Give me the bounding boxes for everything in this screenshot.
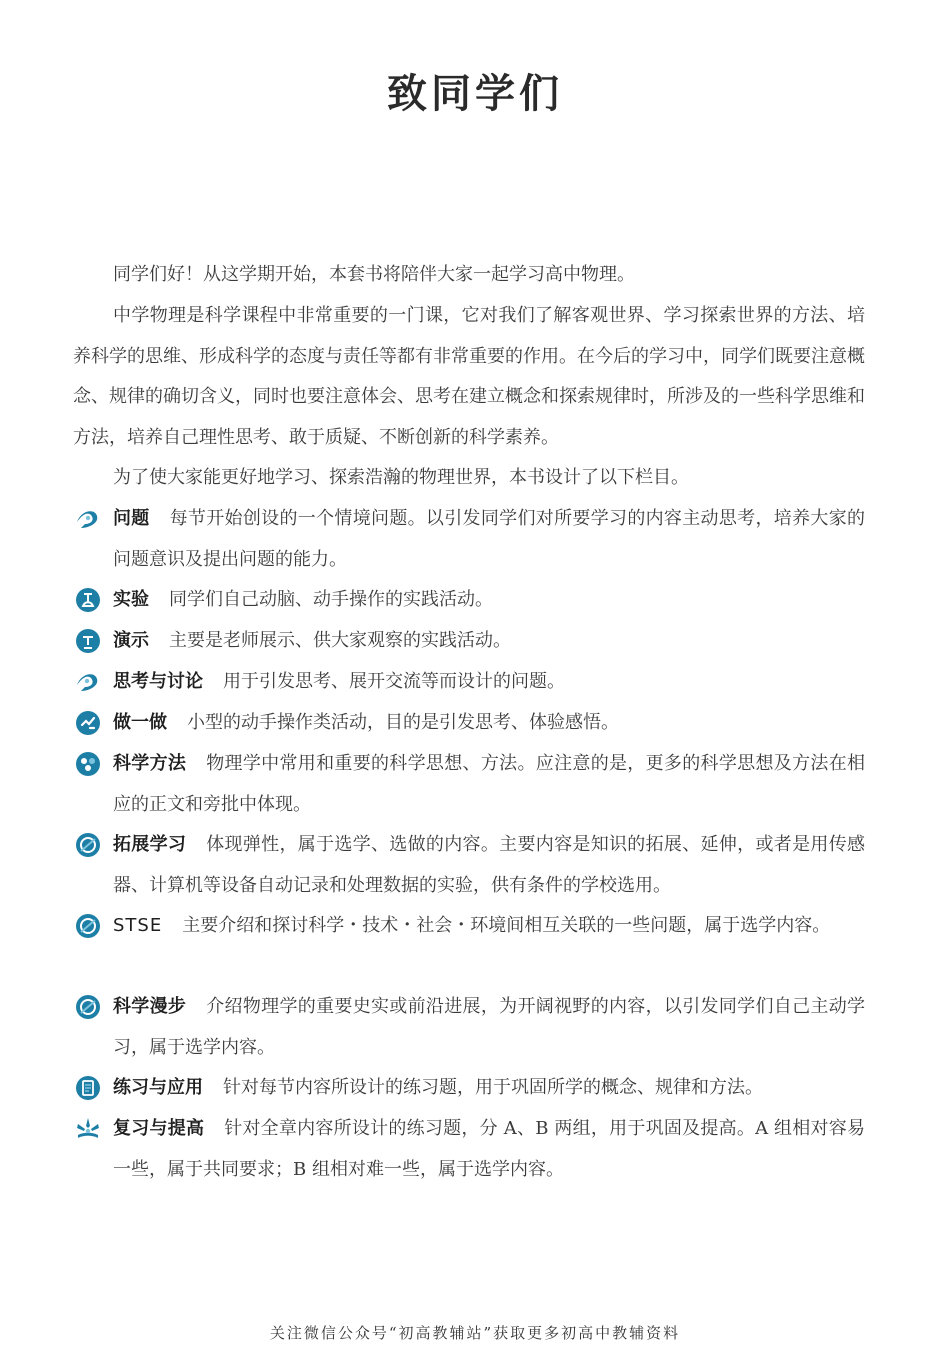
column-label: 复习与提高 bbox=[113, 1118, 205, 1139]
column-description: 用于引发思考、展开交流等而设计的问题。 bbox=[223, 671, 565, 692]
column-description: 针对全章内容所设计的练习题，分 A、B 两组，用于巩固及提高。A 组相对容易一些，属于共同要求；B 组相对难一些，属于选学内容。 bbox=[113, 1118, 865, 1180]
column-label: 问题 bbox=[113, 508, 150, 529]
column-description: 介绍物理学的重要史实或前沿进展，为开阔视野的内容，以引发同学们自己主动学习，属于选学内容。 bbox=[113, 996, 865, 1058]
science-method-icon bbox=[75, 751, 101, 777]
column-label: 科学漫步 bbox=[113, 996, 187, 1017]
column-label: STSE bbox=[113, 915, 163, 936]
column-item-review bbox=[73, 1109, 865, 1190]
column-label: 演示 bbox=[113, 630, 149, 651]
hands-on-icon bbox=[75, 710, 101, 736]
column-description: 每节开始创设的一个情境问题。以引发同学们对所要学习的内容主动思考，培养大家的问题意识及提出问题的能力。 bbox=[113, 508, 866, 570]
column-item-experiment bbox=[73, 580, 865, 621]
discussion-icon bbox=[75, 669, 101, 695]
column-item-question bbox=[73, 499, 865, 580]
science-stroll-icon bbox=[75, 994, 101, 1020]
column-item-discussion bbox=[73, 662, 865, 703]
column-label: 拓展学习 bbox=[113, 834, 187, 855]
column-label: 做一做 bbox=[113, 712, 167, 733]
column-label: 练习与应用 bbox=[113, 1077, 203, 1098]
exercise-icon bbox=[75, 1075, 101, 1101]
experiment-icon bbox=[75, 587, 101, 613]
column-item-hands-on bbox=[73, 703, 865, 744]
demonstration-icon bbox=[75, 628, 101, 654]
stse-icon bbox=[75, 913, 101, 939]
intro-paragraph-3: 为了使大家能更好地学习、探索浩瀚的物理世界，本书设计了以下栏目。 bbox=[113, 467, 689, 488]
column-description: 体现弹性，属于选学、选做的内容。主要内容是知识的拓展、延伸，或者是用传感器、计算机等设备自动记录和处理数据的实验，供有条件的学校选用。 bbox=[113, 834, 865, 896]
column-description: 主要是老师展示、供大家观察的实践活动。 bbox=[169, 630, 511, 651]
column-description: 同学们自己动脑、动手操作的实践活动。 bbox=[169, 589, 493, 610]
column-item-science-method bbox=[73, 744, 865, 825]
column-description: 主要介绍和探讨科学・技术・社会・环境间相互关联的一些问题，属于选学内容。 bbox=[182, 915, 831, 936]
question-icon bbox=[75, 506, 101, 532]
column-label: 实验 bbox=[113, 589, 149, 610]
column-description: 小型的动手操作类活动，目的是引发思考、体验感悟。 bbox=[187, 712, 619, 733]
column-item-science-stroll bbox=[73, 987, 865, 1068]
column-item-exercise bbox=[73, 1068, 865, 1109]
column-description: 物理学中常用和重要的科学思想、方法。应注意的是，更多的科学思想及方法在相应的正文和旁批中体现。 bbox=[113, 753, 865, 815]
column-description: 针对每节内容所设计的练习题，用于巩固所学的概念、规律和方法。 bbox=[223, 1077, 763, 1098]
column-item-extension bbox=[73, 825, 865, 906]
column-label: 思考与讨论 bbox=[113, 671, 203, 692]
footer-note: 关注微信公众号“初高教辅站”获取更多初高中教辅资料 bbox=[269, 1324, 681, 1342]
extension-icon bbox=[75, 832, 101, 858]
intro-paragraph-2: 中学物理是科学课程中非常重要的一门课，它对我们了解客观世界、学习探索世界的方法、培养科学的思维、形成科学的态度与责任等都有非常重要的作用。在今后的学习中，同学们既要注意概念、规律的确切含义，同时也要注意体会、思考在建立概念和探索规律时，所涉及的一些科学思维和方法，培养自己理性思考、敢于质疑、不断创新的科学素养。 bbox=[73, 305, 865, 448]
column-label: 科学方法 bbox=[113, 753, 187, 774]
review-icon bbox=[75, 1116, 101, 1142]
column-item-demonstration bbox=[73, 621, 865, 662]
column-item-stse bbox=[73, 906, 865, 947]
intro-paragraph-1: 同学们好！从这学期开始，本套书将陪伴大家一起学习高中物理。 bbox=[113, 264, 635, 285]
page-title: 致同学们 bbox=[387, 71, 563, 117]
